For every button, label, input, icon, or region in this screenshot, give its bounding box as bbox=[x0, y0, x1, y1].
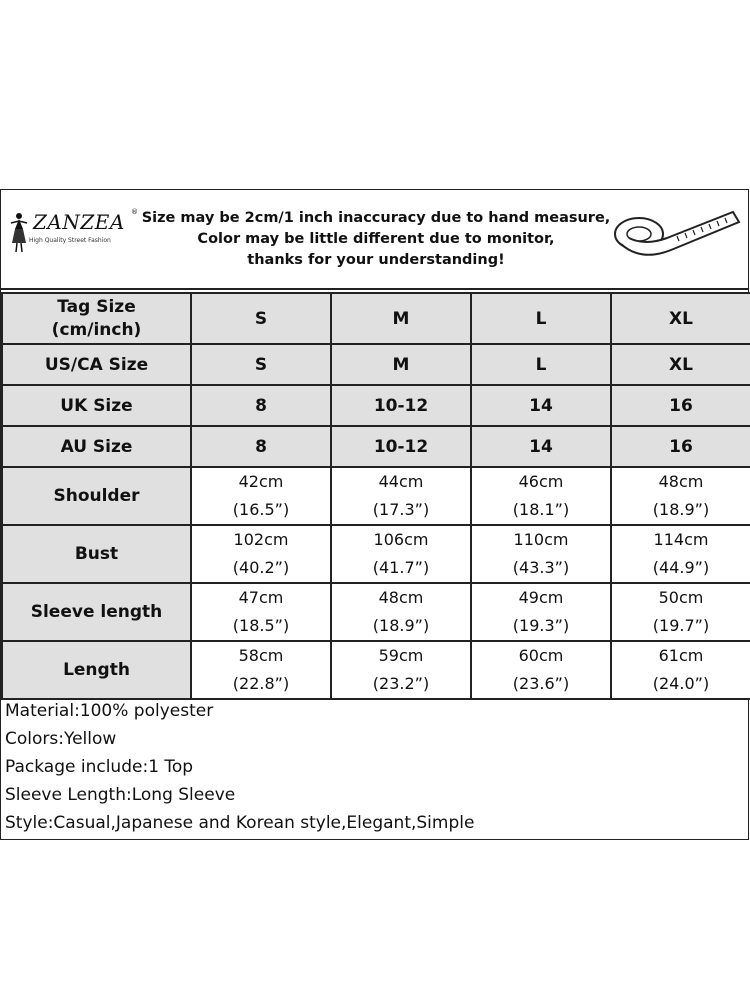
package-text: Package include:1 Top bbox=[5, 757, 194, 777]
table-cell: 114cm (44.9”) bbox=[611, 525, 750, 583]
table-cell: 102cm (40.2”) bbox=[191, 525, 331, 583]
table-cell: 59cm (23.2”) bbox=[331, 641, 471, 699]
table-cell: 14 bbox=[471, 426, 611, 467]
table-cell: 48cm (18.9”) bbox=[611, 467, 750, 525]
row-label: AU Size bbox=[2, 426, 191, 467]
table-row-us-ca bbox=[2, 344, 750, 385]
row-label: Sleeve length bbox=[2, 583, 191, 641]
size-col-header: L bbox=[471, 293, 611, 344]
table-row-length bbox=[2, 641, 750, 699]
size-col-header: M bbox=[331, 293, 471, 344]
row-label: Length bbox=[2, 641, 191, 699]
table-cell: 46cm (18.1”) bbox=[471, 467, 611, 525]
brand-name: ZANZEA bbox=[33, 210, 125, 234]
table-cell: 14 bbox=[471, 385, 611, 426]
table-cell: 16 bbox=[611, 426, 750, 467]
table-cell: 44cm (17.3”) bbox=[331, 467, 471, 525]
style-text: Style:Casual,Japanese and Korean style,Elegant,Simple bbox=[5, 813, 475, 833]
brand-tagline: High Quality Street Fashion bbox=[29, 237, 111, 244]
row-label: Bust bbox=[2, 525, 191, 583]
table-cell: 106cm (41.7”) bbox=[331, 525, 471, 583]
table-cell: 50cm (19.7”) bbox=[611, 583, 750, 641]
table-cell: 47cm (18.5”) bbox=[191, 583, 331, 641]
table-cell: M bbox=[331, 344, 471, 385]
notice-line-3: thanks for your understanding! bbox=[247, 252, 505, 268]
size-col-header: S bbox=[191, 293, 331, 344]
row-label: Shoulder bbox=[2, 467, 191, 525]
row-label: UK Size bbox=[2, 385, 191, 426]
notice-line-1: Size may be 2cm/1 inch inaccuracy due to hand measure, bbox=[141, 210, 611, 226]
size-col-header: XL bbox=[611, 293, 750, 344]
table-cell: 60cm (23.6”) bbox=[471, 641, 611, 699]
table-row-bust bbox=[2, 525, 750, 583]
size-chart-sheet bbox=[0, 189, 749, 840]
measuring-tape-icon bbox=[611, 210, 741, 264]
row-label: US/CA Size bbox=[2, 344, 191, 385]
tag-size-header: Tag Size (cm/inch) bbox=[2, 293, 191, 344]
table-row-shoulder bbox=[2, 467, 750, 525]
sleeve-text: Sleeve Length:Long Sleeve bbox=[5, 785, 236, 805]
registered-mark: ® bbox=[131, 208, 138, 216]
table-cell: 42cm (16.5”) bbox=[191, 467, 331, 525]
table-cell: L bbox=[471, 344, 611, 385]
measurement-notice bbox=[141, 208, 611, 271]
fashion-figure-icon bbox=[7, 211, 31, 253]
table-cell: 61cm (24.0”) bbox=[611, 641, 750, 699]
table-cell: 48cm (18.9”) bbox=[331, 583, 471, 641]
table-row-sleeve-length bbox=[2, 583, 750, 641]
table-cell: 10-12 bbox=[331, 385, 471, 426]
table-cell: 16 bbox=[611, 385, 750, 426]
notice-line-2: Color may be little different due to monitor, bbox=[197, 231, 555, 247]
table-cell: XL bbox=[611, 344, 750, 385]
table-cell: 8 bbox=[191, 385, 331, 426]
table-cell: 58cm (22.8”) bbox=[191, 641, 331, 699]
table-row-uk bbox=[2, 385, 750, 426]
material-text: Material:100% polyester bbox=[5, 701, 214, 721]
table-cell: S bbox=[191, 344, 331, 385]
table-cell: 110cm (43.3”) bbox=[471, 525, 611, 583]
product-details bbox=[5, 697, 474, 837]
table-row-tag-size bbox=[2, 293, 750, 344]
size-chart-header bbox=[1, 190, 748, 290]
colors-text: Colors:Yellow bbox=[5, 729, 117, 749]
size-table bbox=[1, 292, 750, 700]
table-cell: 49cm (19.3”) bbox=[471, 583, 611, 641]
table-row-au bbox=[2, 426, 750, 467]
table-cell: 10-12 bbox=[331, 426, 471, 467]
brand-logo bbox=[7, 208, 137, 253]
table-cell: 8 bbox=[191, 426, 331, 467]
